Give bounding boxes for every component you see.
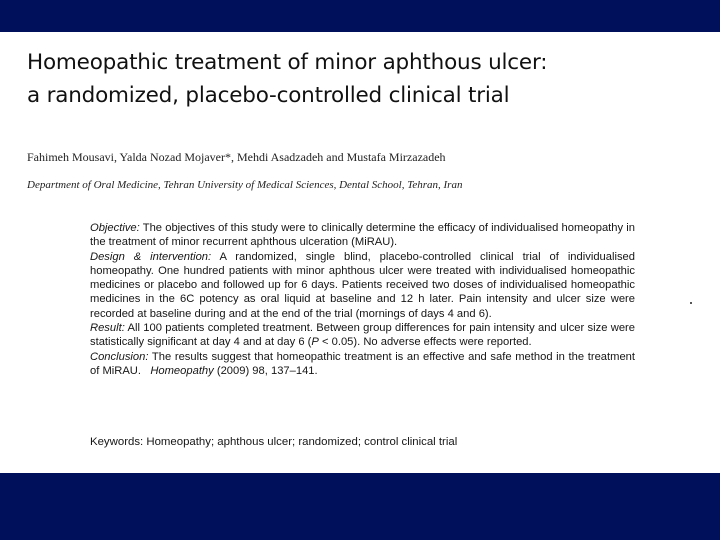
- title-line-1: Homeopathic treatment of minor aphthous ulcer:: [27, 50, 548, 75]
- objective-label: Objective:: [90, 222, 140, 234]
- result-text: All 100 patients completed treatment. Between group differences for pain intensity and ulcer size were statistically significant at day 4 and at day 6 (: [90, 322, 635, 349]
- objective-text: The objectives of this study were to clinically determine the efficacy of individualised homeopathy in the treatment of minor recurrent aphthous ulceration (MiRAU).: [90, 222, 636, 249]
- result-text-end: < 0.05). No adverse effects were reported.: [318, 336, 532, 349]
- keywords-label: Keywords:: [90, 436, 144, 448]
- affiliation: Department of Oral Medicine, Tehran University of Medical Sciences, Dental School, Tehran, Iran: [27, 179, 463, 191]
- title-line-2: a randomized, placebo-controlled clinical trial: [27, 83, 510, 108]
- conclusion-text: The results suggest that homeopathic treatment is an effective and safe method in the treatment of MiRAU.: [90, 350, 635, 377]
- abstract-conclusion: [90, 350, 635, 379]
- result-label: Result:: [90, 322, 125, 335]
- abstract: [90, 221, 635, 378]
- abstract-design: [90, 250, 635, 321]
- design-label: Design & intervention:: [90, 250, 212, 263]
- keywords: [90, 436, 650, 448]
- top-band: [0, 0, 720, 32]
- paper-title: [27, 46, 717, 112]
- design-text: A randomized, single blind, placebo-controlled clinical trial of individualised homeopathy. One hundred patients with minor aphthous ulcer were treated with individualised homeopathic medicines or placebo and followed up for 6 days. Patients received two doses of individualised homeopathic medicines in the 6C potency as oral liquid at baseline and 12 h later. Pain intensity and ulcer size were recorded at baseline during and at the end of the trial (mornings of days 4 and 6).: [90, 250, 635, 320]
- bottom-band: [0, 473, 720, 540]
- author-list: Fahimeh Mousavi, Yalda Nozad Mojaver*, Mehdi Asadzadeh and Mustafa Mirzazadeh: [27, 150, 446, 164]
- conclusion-label: Conclusion:: [90, 350, 149, 363]
- abstract-objective: [90, 221, 635, 250]
- abstract-result: [90, 321, 635, 350]
- keywords-text: Homeopathy; aphthous ulcer; randomized; control clinical trial: [146, 436, 458, 448]
- scan-speck: [690, 302, 692, 304]
- citation-journal: Homeopathy: [150, 364, 214, 377]
- result-p-symbol: P: [311, 336, 319, 349]
- paper-page: [0, 32, 720, 473]
- citation-details: (2009) 98, 137–141.: [216, 364, 318, 377]
